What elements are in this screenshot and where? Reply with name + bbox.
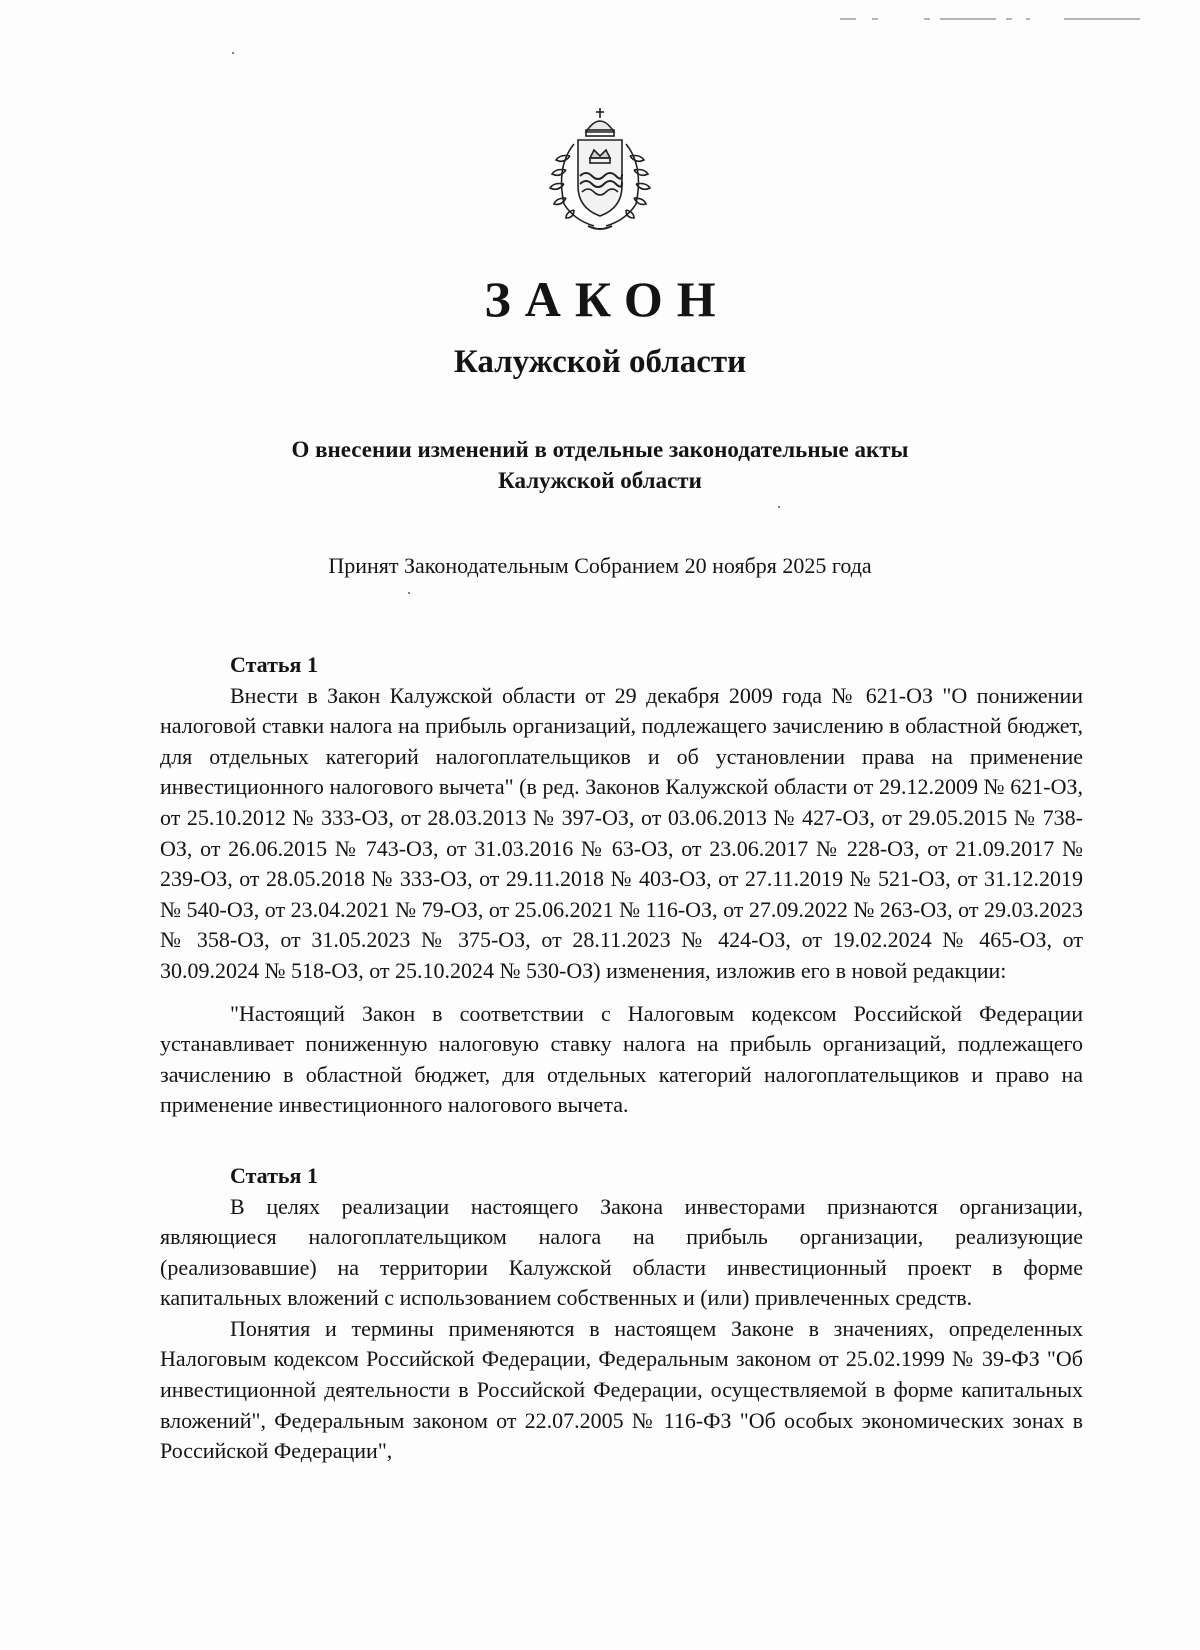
scan-dot bbox=[778, 506, 780, 508]
scan-artifacts bbox=[840, 10, 1180, 18]
scan-dot bbox=[408, 592, 410, 594]
document-type: ЗАКОН bbox=[484, 271, 730, 327]
region-name: Калужской области bbox=[453, 344, 747, 380]
law-title-line: О внесении изменений в отдельные законодательные акты bbox=[291, 437, 909, 462]
kaluga-coat-of-arms-icon bbox=[534, 104, 666, 234]
article-heading: Статья 1 bbox=[230, 652, 318, 677]
adoption-note: Принят Законодательным Собранием 20 ноября 2025 года bbox=[328, 553, 872, 578]
article bbox=[160, 1161, 1083, 1467]
article-paragraph: Понятия и термины применяются в настоящем Законе в значениях, определенных Налоговым кодексом Российской Федерации, Федеральным законом от 25.02.1999 № 39-ФЗ "Об инвестиционной деятельности в Российской Федерации, осуществляемой в форме капитальных вложений", Федеральным законом от 22.07.2005 № 116-ФЗ "Об особых экономических зонах в Российской Федерации", bbox=[160, 1315, 1083, 1464]
article-paragraph: Внести в Закон Калужской области от 29 декабря 2009 года № 621-ОЗ "О понижении налоговой ставки налога на прибыль организаций, подлежащего зачислению в областной бюджет, для отдельных категорий налогоплательщиков и об установлении права на применение инвестиционного налогового вычета" (в ред. Законов Калужской области от 29.12.2009 № 621-ОЗ, от 25.10.2012 № 333-ОЗ, от 28.03.2013 № 397-ОЗ, от 03.06.2013 № 427-ОЗ, от 29.05.2015 № 738-ОЗ, от 26.06.2015 № 743-ОЗ, от 31.03.2016 № 63-ОЗ, от 23.06.2017 № 228-ОЗ, от 21.09.2017 № 239-ОЗ, от 28.05.2018 № 333-ОЗ, от 29.11.2018 № 403-ОЗ, от 27.11.2019 № 521-ОЗ, от 31.12.2019 № 540-ОЗ, от 23.04.2021 № 79-ОЗ, от 25.06.2021 № 116-ОЗ, от 27.09.2022 № 263-ОЗ, от 29.03.2023 № 358-ОЗ, от 31.05.2023 № 375-ОЗ, от 28.11.2023 № 424-ОЗ, от 19.02.2024 № 465-ОЗ, от 30.09.2024 № 518-ОЗ, от 25.10.2024 № 530-ОЗ) изменения, изложив его в новой редакции: bbox=[160, 682, 1083, 983]
article bbox=[160, 650, 1083, 1121]
scan-dot bbox=[232, 52, 234, 54]
article-heading: Статья 1 bbox=[230, 1162, 318, 1188]
law-title bbox=[0, 434, 1200, 496]
law-body bbox=[160, 650, 1083, 1467]
article-paragraph: В целях реализации настоящего Закона инвесторами признаются организации, являющиеся налогоплательщиком налога на прибыль организации, реализующие (реализовавшие) на территории Калужской области инвестиционный проект в форме капитальных вложений с использованием собственных и (или) привлеченных средств. bbox=[160, 1193, 1083, 1311]
article-paragraph: "Настоящий Закон в соответствии с Налоговым кодексом Российской Федерации устанавливает пониженную налоговую ставку налога на прибыль организаций, подлежащего зачислению в областной бюджет, для отдельных категорий налогоплательщиков и право на применение инвестиционного налогового вычета. bbox=[160, 1000, 1083, 1118]
law-title-line: Калужской области bbox=[498, 468, 702, 493]
